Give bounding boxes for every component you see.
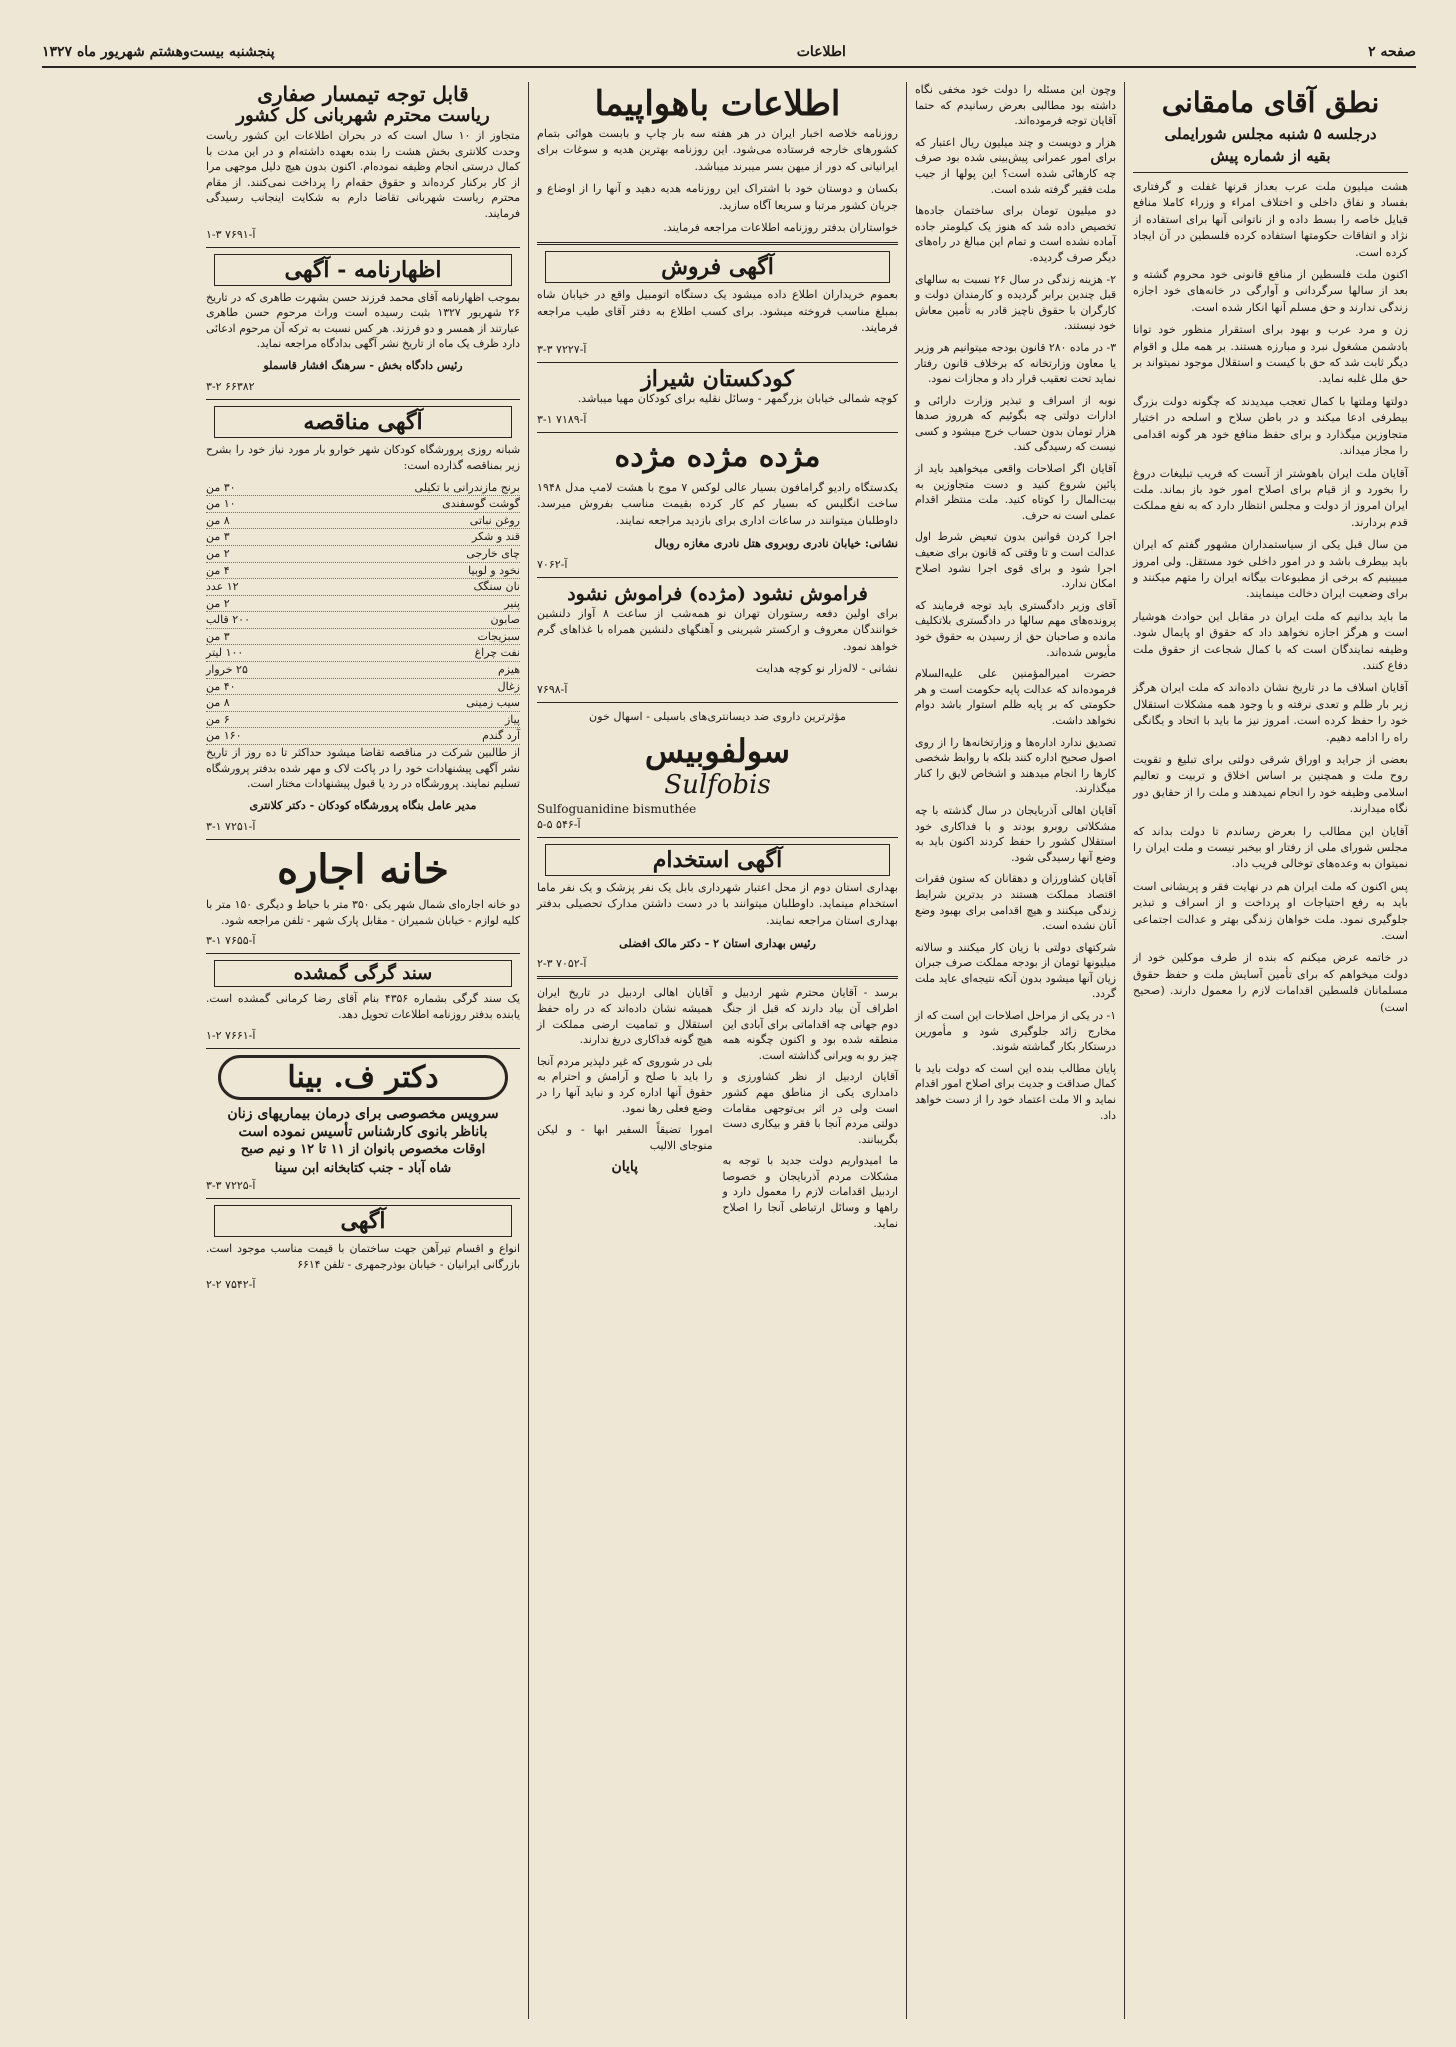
page-header (42, 44, 1416, 68)
speech-paragraph: پس اکنون که ملت ایران هم در نهایت فقر و پریشانی است باید به رفع احتیاجات او پرداخت و از اسراف و تبذیر جلوگیری نمود. ملت خواهان زندگی بهتر و عدالت اجتماعی است. (1133, 879, 1408, 943)
divider (537, 702, 898, 703)
speech-paragraph: در خاتمه عرض میکنم که بنده از طرف موکلین خود از دولت میخواهم که برای تأمین آسایش ملت و حفظ حقوق مسلمانان فلسطین اقدامات لازم را معمول دارند. (صحیح است) (1133, 951, 1408, 1014)
kindergarten-title: کودکستان شیراز (641, 365, 794, 392)
tender-item: نخود و لوبیا ۴ من (206, 563, 520, 580)
attention-text: متجاوز از ۱۰ سال است که در بحران اطلاعات این کشور ریاست وحدت کلانتری بخش هشت را بنده بعهده داشته‌ام و در این مدت با کمال درستی انجام وظیفه نموده‌ام. اکنون بدون هیچ دلیل موجهی مرا از کار برکنار کرده‌اند و حقوق حقه‌ام را پرداخت نمی‌کنند. از مقام محترم ریاست شهربانی تقاضا دارم به شکایت اینجانب رسیدگی فرمایند. (206, 129, 520, 220)
tender-item: قند و شکر ۳ من (206, 529, 520, 546)
speech-paragraph: بعضی از جراید و اوراق شرقی دولتی برای تبلیغ و تقویت روح ملت و همچنین بر اساس اخلاق و تربیت و تعالیم اسلامی وظیفه خود را انجام نمیدهند و ملت را از حقایق دور نگاه میدارند. (1133, 753, 1408, 816)
article-paragraph: آقایان اهالی اردبیل در تاریخ ایران همیشه نشان داده‌اند که در راه حفظ استقلال و تمامیت ارضی مملکت از هیچ گونه فداکاری دریغ ندارند. (537, 986, 713, 1047)
speech-paragraph: ۳- در ماده ۲۸۰ قانون بودجه میتوانیم هر وزیر یا معاون وزارتخانه که برخلاف قانون رفتار نماید تحت تعقیب قرار داد و مجازات نمود. (915, 340, 1116, 386)
sulfobis-subtitle: Sulfoguanidine bismuthée (537, 801, 697, 816)
speech-paragraph: آقایان اگر اصلاحات واقعی میخواهید باید از پائین شروع کنید و دست متجاوزین به بیت‌المال را کوتاه کنید. ملت منتظر اقدام عملی است نه حرف. (915, 462, 1116, 522)
attention-subtitle: ریاست محترم شهربانی کل کشور (236, 105, 490, 126)
sulfobis-note: مؤثرترین داروی ضد دیسانتری‌های باسیلی - اسهال خون (588, 710, 847, 724)
notice-title: اظهارنامه - آگهی (214, 254, 512, 286)
speech-paragraph: دولتها وملتها با کمال تعجب میدیدند که چگونه دولت بزرگ بیطرفی ادعا میکند و در باطن سلاح و اسلحه در اختیار متجاوزین میگذارد و برای حفظ منافع خود هر گونه اقدامی را مجاز میداند. (1133, 394, 1408, 458)
notice-signature: رئیس دادگاه بخش - سرهنگ افشار قاسملو (263, 358, 463, 372)
ad-code: ۵-۵ آ-۵۴۶ (537, 817, 581, 831)
divider (206, 839, 520, 840)
forget-address: نشانی - لاله‌زار نو کوچه هدایت (755, 661, 898, 675)
speech-paragraph: اکنون ملت فلسطین از منافع قانونی خود محروم گشته و بعد از سالها سرگردانی و آوارگی در خانه‌های خود اجازه زندگی ندارند و حق مسلم آنها انکار شده است. (1133, 268, 1408, 314)
tender-item: نفت چراغ ۱۰۰ لیتر (206, 645, 520, 662)
speech-paragraph: آقایان اسلاف ما در تاریخ نشان داده‌اند که ملت ایران هرگز زیر بار ظلم و تعدی نرفته و با وجود همه مشکلات استقلال خود را حفظ کرده است. امروز نیز ما باید با اتحاد و یگانگی راه را ادامه دهیم. (1133, 681, 1408, 744)
lost-text: یک سند گرگی بشماره ۴۳۵۶ بنام آقای رضا کرمانی گمشده است. یابنده بدفتر روزنامه اطلاعات تحویل دهد. (206, 992, 520, 1021)
divider (537, 432, 898, 433)
speech-paragraph: شرکتهای دولتی با زیان کار میکنند و سالانه میلیونها تومان از بودجه مملکت صرف جبران زیان آنها میشود بدون آنکه نتیجه‌ای عاید ملت گردد. (915, 940, 1116, 1001)
tender-title: آگهی مناقصه (214, 406, 512, 438)
column-ads-center (528, 82, 906, 2019)
notice2-title: آگهی (214, 1205, 512, 1237)
divider (1133, 172, 1408, 173)
ad-code: ۳-۱ آ-۷۶۵۵ (206, 934, 256, 948)
article-paragraph: امورا تضیقاً السفیر ابها - و لیکن منوجای الالیب (537, 1123, 713, 1152)
ad-code: ۳-۳ آ-۷۲۲۵ (206, 1179, 256, 1193)
divider (537, 837, 898, 838)
speech-paragraph: من سال قبل یکی از سیاستمداران مشهور گفتم که ایران باید بیطرف باشد و در امور داخلی خود مستقل. ولی امروز میبینیم که برخی از مطبوعات بیگانه ایران را متهم میکنند و برای وضعیت ایران دخالت مینمایند. (1133, 538, 1408, 601)
divider (206, 953, 520, 954)
airmail-text: بکسان و دوستان خود با اشتراک این روزنامه هدیه دهید و آنها را از اوضاع و جریان کشور مرتبا و سریعا آگاه سازید. (537, 182, 898, 212)
tender-item: زغال ۴۰ من (206, 679, 520, 696)
tender-item: سبزیجات ۳ من (206, 629, 520, 646)
rent-title: خانه اجاره (277, 846, 449, 894)
speech-paragraph: نوبه از اسراف و تبذیر وزارت دارائی و ادارات دولتی چه بگوئیم که هرروز صدها هزار تومان بدون حساب خرج میشود و کسی نیست که رسیدگی کند. (915, 393, 1116, 454)
speech-paragraph: آقایان کشاورزان و دهقانان که ستون فقرات اقتصاد مملکت هستند در بدترین شرایط زندگی میکنند و هیچ اقدامی برای بهبود وضع آنان نشده است. (915, 872, 1116, 933)
tender-item: چای خارجی ۲ من (206, 546, 520, 563)
tender-item: صابون ۲۰۰ قالب (206, 612, 520, 629)
column-speech (1124, 82, 1416, 2019)
ad-code: آ-۷۰۶۲ (537, 557, 568, 571)
speech-paragraph: زن و مرد عرب و بهود برای استقرار منظور خود توانا بادشمن مشغول نبرد و مبارزه هستند. بر همه ملل و اقوام دیگر ثابت شد که حق با کیست و استقلال موجود نمیتواند بر حق ملل غلبه نماید. (1133, 323, 1408, 386)
tender-intro: شبانه روزی پرورشگاه کودکان شهر خوارو بار مورد نیاز خود را بشرح زیر بمناقصه گذارده است: (206, 443, 520, 472)
sulfobis-name-latin: Sulfobis (664, 769, 771, 800)
airmail-text: روزنامه خلاصه اخبار ایران در هر هفته سه بار چاپ و بابست هوائی بتمام کشورهای خارجه فرستاده می‌شود. این روزنامه بهترین هدیه و سوغات برای ایرانیانی که دور از میهن بسر میبرند میباشد. (537, 127, 898, 173)
ad-code: آ-۷۶۹۸ (537, 683, 568, 697)
speech-paragraph: وچون این مسئله را دولت خود مخفی نگاه داشته بود مطالبی بعرض رسانیدم که حتما آقایان توجه فرموده‌اند. (915, 83, 1116, 128)
notice-text: بموجب اظهارنامه آقای محمد فرزند حسن بشهرت طاهری که در تاریخ ۲۶ شهریور ۱۳۲۷ بثبت رسیده است وراث مرحوم حسن طاهری عبارتند از همسر و دو فرزند. هر کس نسبت به ترکه آن مرحوم ادعائی دارد ظرف یک ماه از تاریخ نشر آگهی بدادگاه مراجعه نماید. (206, 290, 520, 351)
tender-item: برنج مازندرانی با تکیلی ۳۰ من (206, 480, 520, 497)
doctor-bina-title: دکتر ف. بینا (218, 1055, 508, 1100)
bina-address: شاه آباد - جنب کتابخانه ابن سینا (274, 1160, 452, 1176)
mojde-title: مژده مژده مژده (614, 439, 821, 475)
tender-item: نان سنگک ۱۲ عدد (206, 579, 520, 596)
bina-text: سرویس مخصوصی برای درمان بیماریهای زنان (227, 1105, 499, 1122)
article-paragraph: برسد - آقایان محترم شهر اردبیل و اطراف آن بیاد دارند که قبل از جنگ دوم جهانی چه اقداماتی برای آبادی این منطقه شده بود و اکنون چگونه همه چیز رو به ویرانی گذاشته است. (722, 986, 898, 1062)
end-word: پایان (611, 1159, 639, 1176)
columns (42, 82, 1416, 2019)
ad-code: ۲-۳ آ-۷۰۵۲ (537, 957, 587, 971)
bina-text: باناظر بانوی کارشناس تأسیس نموده است (238, 1124, 488, 1140)
speech-paragraph: هشت میلیون ملت عرب بعداز قرنها غفلت و گرفتاری بفساد و نفاق داخلی و اختلاف امراء و وزراء کاملا منافع قبایل خاصه را بسط داده و از ناتوانی آنها برای استفاده از نژاد و اتفاقات حکومتها استفاده کرده فلسطین در آن ایجاد کرده است. (1133, 180, 1408, 259)
sale-title: آگهی فروش (545, 251, 890, 283)
divider (206, 247, 520, 248)
divider (537, 577, 898, 578)
speech-subtitle2: بقیه از شماره پیش (1210, 147, 1331, 165)
speech-paragraph: آقایان این مطالب را بعرض رساندم تا دولت بداند که مجلس شورای ملی از رفتار او بیخبر نیست و ملت ایران را نمیتوان به وعده‌های توخالی فریب داد. (1133, 824, 1408, 871)
speech-paragraph: آقایان ملت ایران باهوشتر از آنست که فریب تبلیغات دروغ را بخورد و از قیام برای اصلاح امور خود باز بماند. ملت ایران امروز از دولت و مجلس انتظار دارد که به نفع مملکت قدم بردارند. (1133, 466, 1408, 529)
hire-title: آگهی استخدام (545, 844, 890, 876)
sale-text: بعموم خریداران اطلاع داده میشود یک دستگاه اتومبیل واقع در خیابان شاه بمبلغ مناسب فروخته میشود. برای کسب اطلاع به دفتر آقای طیب مراجعه فرمایند. (537, 288, 898, 335)
divider (206, 1048, 520, 1049)
speech-paragraph: حضرت امیرالمؤمنین علی علیه‌السلام فرموده‌اند که عدالت پایه حکومت است و هر حکومتی که بر پایه ظلم استوار باشد دوام نخواهد داشت. (915, 667, 1116, 727)
forget-text: برای اولین دفعه رستوران تهران نو همه‌شب از ساعت ۸ آواز دلنشین خوانندگان معروف و ارکستر شیرینی و آهنگهای دلنشین همراه با غذاهای گرم خواهد نمود. (537, 606, 898, 653)
tender-item: گوشت گوسفندی ۱۰ من (206, 496, 520, 513)
speech-subtitle: درجلسه ۵ شنبه مجلس شورایملی (1164, 125, 1377, 143)
ad-code: ۳-۱ آ-۷۱۸۹ (537, 413, 587, 427)
bina-hours: اوقات مخصوص بانوان از ۱۱ تا ۱۲ و نیم صبح (240, 1142, 486, 1158)
article-paragraph: آقایان اردبیل از نظر کشاورزی و دامداری یکی از مناطق مهم کشور است ولی در اثر بی‌توجهی مقامات دولتی مردم آنجا با فقر و بیکاری دست بگریبانند. (722, 1070, 898, 1146)
tender-signature: مدیر عامل بنگاه پرورشگاه کودکان - دکتر کلانتری (249, 798, 477, 812)
tender-item: روغن نباتی ۸ من (206, 513, 520, 530)
ad-code: ۱-۳ آ-۷۶۹۱ (206, 227, 256, 241)
article-paragraph: بلی در شوروی که غیر دلپذیر مردم آنجا را باید با صلح و آرامش و احترام به حقوق آنها اداره کرد و نباید آنها را در وضع فعلی رها نمود. (537, 1054, 713, 1115)
ad-code: ۲-۲ آ-۷۵۴۲ (206, 1278, 256, 1292)
ad-code: ۳-۳ آ-۷۲۲۷ (537, 342, 587, 356)
page-number: صفحه ۲ (1368, 44, 1416, 60)
column-speech-continued (906, 82, 1124, 2019)
divider (206, 1198, 520, 1199)
divider (537, 242, 898, 245)
article-paragraph: ما امیدواریم دولت جدید با توجه به مشکلات مردم آذربایجان و خصوصا اردبیل اقدامات لازم را معمول دارد و راهها و وسائل ارتباطی آنجا را اصلاح نماید. (722, 1154, 898, 1230)
speech-paragraph: ما باید بدانیم که ملت ایران در مقابل این حوادث هوشیار است و هرگز اجازه نخواهد داد که حقوق او پایمال شود. وظیفه نمایندگان است که با کمال شجاعت از حقوق ملت دفاع کنند. (1133, 609, 1408, 672)
speech-title: نطق آقای مامقانی (1161, 86, 1380, 119)
hire-text: بهداری استان دوم از محل اعتبار شهرداری بابل یک نفر پزشک و یک نفر ماما استخدام مینماید. داوطلبان میتوانند با در دست داشتن مدارک تحصیلی بدفتر بهداری استان مراجعه نمایند. (537, 880, 898, 927)
speech-paragraph: پایان مطالب بنده این است که دولت باید با کمال صداقت و جدیت برای اصلاح امور اقدام نماید و الا ملت اعتماد خود را از دست خواهد داد. (915, 1061, 1116, 1122)
forget-title: فراموش نشود (مژده) فراموش نشود (567, 582, 868, 605)
tender-item: پیاز ۶ من (206, 712, 520, 729)
mojde-text: یکدستگاه رادیو گرامافون بسیار عالی لوکس ۷ موج با هشت لامپ مدل ۱۹۴۸ ساخت انگلیس که بسیار کم کار کرده بقیمت مناسب بفروش میرسد. داوطلبان میتوانند در ساعات اداری برای بازدید مراجعه نمایند. (537, 481, 898, 527)
tender-item: آرد گندم ۱۶۰ من (206, 728, 520, 745)
column-classifieds (198, 82, 528, 2019)
tender-list (206, 480, 520, 746)
paper-name: اطلاعات (796, 44, 846, 60)
divider (206, 399, 520, 400)
rent-text: دو خانه اجاره‌ای شمال شهر یکی ۳۵۰ متر با حیاط و دیگری ۱۵۰ متر با کلیه لوازم - خیابان شمیران - مقابل پارک شهر - تلفن مراجعه شود. (206, 898, 520, 927)
airmail-text: خواستاران بدفتر روزنامه اطلاعات مراجعه فرمایند. (663, 221, 898, 235)
speech-paragraph: اجرا کردن قوانین بدون تبعیض شرط اول عدالت است و تا وقتی که قانون برای ضعیف اجرا شود و برای قوی اجرا نشود اصلاح امکان ندارد. (915, 530, 1116, 591)
speech-paragraph: آقای وزیر دادگستری باید توجه فرمایند که پرونده‌های مهم سالها در دادگستری بلاتکلیف مانده و صاحبان حق از رسیدن به حقوق خود مأیوس شده‌اند. (915, 598, 1116, 659)
lost-title: سند گرگی گمشده (214, 960, 512, 987)
airmail-title: اطلاعات باهواپیما (594, 84, 841, 124)
tender-item: هیزم ۲۵ خروار (206, 662, 520, 679)
speech-paragraph: هزار و دویست و چند میلیون ریال اعتبار که برای امور عمرانی پیش‌بینی شده بود صرف چه کارهائی شده است؟ این پولها از جیب ملت فقیر گرفته شده است. (915, 135, 1116, 196)
divider (537, 976, 898, 979)
speech-paragraph: دو میلیون تومان برای ساختمان جاده‌ها تخصیص داده شد که هنوز یک کیلومتر جاده آماده نشده است و تمام این مبالغ در راه‌های دیگر صرف گردیده. (915, 204, 1116, 264)
hire-signature: رئیس بهداری استان ۲ - دکتر مالک افضلی (619, 935, 816, 950)
kindergarten-text: کوچه شمالی خیابان بزرگمهر - وسائل نقلیه برای کودکان مهیا میباشد. (577, 391, 898, 405)
speech-paragraph: آقایان اهالی آذربایجان در سال گذشته با چه مشکلاتی روبرو بودند و با فداکاری خود استقلال کشور را حفظ کردند اکنون باید به وضع آنها رسیدگی شود. (915, 803, 1116, 864)
notice2-text: انواع و اقسام تیرآهن جهت ساختمان با قیمت مناسب موجود است. بازرگانی ایرانیان - خیابان بوذرجمهری - تلفن ۶۶۱۴ (206, 1242, 520, 1271)
attention-title: قابل توجه تیمسار صفاری (257, 82, 469, 106)
tender-text: از طالبین شرکت در مناقصه تقاضا میشود حداکثر تا ده روز از تاریخ نشر آگهی پیشنهادات خود را در پاکت لاک و مهر شده بدفتر پرورشگاه تسلیم نمایند. پرورشگاه در رد یا قبول پیشنهادات مختار است. (206, 746, 520, 791)
ad-code: ۳-۲ ۶۶۳۸۲ (206, 380, 255, 394)
speech-paragraph: ۲- هزینه زندگی در سال ۲۶ نسبت به سالهای قبل چندین برابر گردیده و کارمندان دولت و کارگران با حقوق ناچیز قادر به تأمین معاش خود نیستند. (915, 272, 1116, 333)
ad-code: ۱-۲ آ-۷۶۶۱ (206, 1028, 256, 1042)
tender-item: پنیر ۲ من (206, 596, 520, 613)
sulfobis-name-fa: سولفوبیس (644, 731, 791, 770)
speech-paragraph: ۱- در یکی از مراحل اصلاحات این است که از مخارج زائد جلوگیری شود و مأمورین درستکار بکار گماشته شوند. (915, 1009, 1116, 1054)
mojde-address: نشانی: خیابان نادری روبروی هتل نادری مغازه روبال (654, 536, 898, 551)
divider (537, 362, 898, 363)
date-line: پنجشنبه بیست‌وهشتم شهریور ماه ۱۳۲۷ (42, 44, 275, 60)
speech-paragraph: تصدیق ندارد اداره‌ها و وزارتخانه‌ها را از روی اصول صحیح اداره کنند بلکه با روابط شخصی کارها را انجام میدهند و اشخاص لایق را کنار میگذارند. (915, 735, 1116, 796)
tender-item: سیب زمینی ۸ من (206, 695, 520, 712)
ad-code: ۳-۱ آ-۷۲۵۱ (206, 820, 256, 834)
